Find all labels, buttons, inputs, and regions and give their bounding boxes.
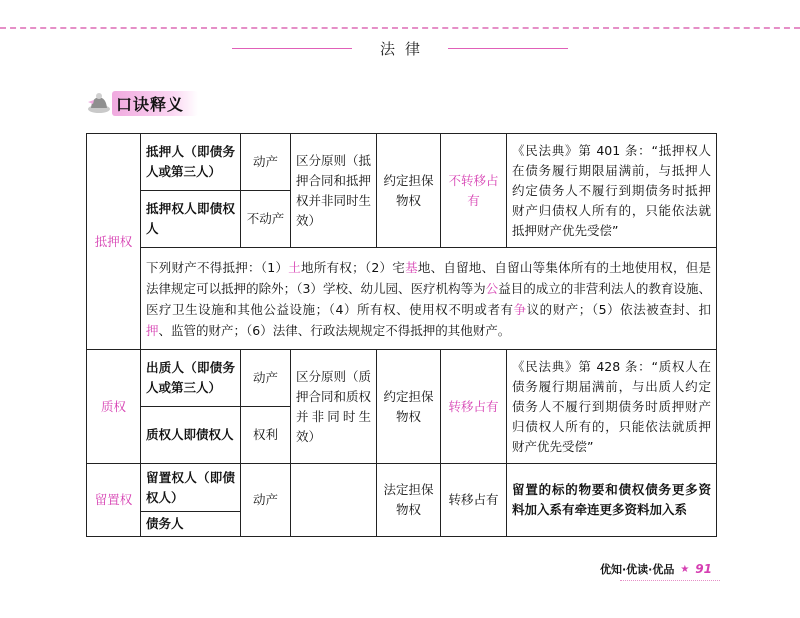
lien-principle	[291, 464, 377, 537]
mortgagee-cell: 抵押权人即债权人	[141, 191, 241, 248]
lien-holder-cell: 留置权人（即债权人）	[141, 464, 241, 512]
pledgor-cell: 出质人（即债务人或第三人）	[141, 350, 241, 407]
pledge-possession: 转移占有	[441, 350, 507, 464]
lien-article: 留置的标的物要和债权债务更多资料加入系有牵连更多资料加入系	[507, 464, 717, 537]
pledgee-cell: 质权人即债权人	[141, 407, 241, 464]
table-row	[87, 248, 717, 350]
pledge-object-movable: 动产	[241, 350, 291, 407]
security-rights-table	[86, 133, 717, 537]
pledge-type: 约定担保物权	[377, 350, 441, 464]
table-row	[87, 464, 717, 512]
pledge-article: 《民法典》第 428 条：“质权人在债务履行期届满前，与出质人约定债务人不履行到期债务时质押财产归债权人所有的，只能依法就质押财产优先受偿”	[507, 350, 717, 464]
mortgage-principle: 区分原则（抵押合同和抵押权并非同时生效）	[291, 134, 377, 248]
table-row	[87, 350, 717, 407]
category-lien: 留置权	[87, 464, 141, 537]
header-rule-left	[232, 48, 352, 49]
page-number: 91	[695, 562, 712, 576]
header-rule-right	[448, 48, 568, 49]
lien-possession: 转移占有	[441, 464, 507, 537]
lien-object: 动产	[241, 464, 291, 537]
footer-slogan: 优知·优读·优品	[599, 563, 675, 576]
page-title: 法律	[379, 39, 430, 58]
mortgage-type: 约定担保物权	[377, 134, 441, 248]
page-footer	[600, 561, 712, 577]
top-dashed-rule	[0, 27, 800, 29]
star-icon: ★	[680, 563, 690, 575]
category-mortgage: 抵押权	[87, 134, 141, 350]
section-label: 口诀释义	[112, 91, 198, 116]
mortgage-object-movable: 动产	[241, 134, 291, 191]
table-row	[87, 134, 717, 191]
page-header	[0, 38, 800, 58]
category-pledge: 质权	[87, 350, 141, 464]
mortgage-prohibited-note: 下列财产不得抵押：（1）土地所有权；（2）宅基地、自留地、自留山等集体所有的土地使用权，但是法律规定可以抵押的除外；（3）学校、幼儿园、医疗机构等为公益目的成立的非营利法人的教育设施、医疗卫生设施和其他公益设施；（4）所有权、使用权不明或者有争议的财产；（5）依法被查封、扣押、监管的财产；（6）法律、行政法规规定不得抵押的其他财产。	[141, 248, 717, 350]
pledge-object-right: 权利	[241, 407, 291, 464]
section-heading	[86, 92, 198, 114]
mortgage-possession: 不转移占有	[441, 134, 507, 248]
pledge-principle: 区分原则（质押合同和质权并非同时生效）	[291, 350, 377, 464]
lien-debtor-cell: 债务人	[141, 512, 241, 537]
mascot-icon	[86, 92, 112, 114]
mortgagor-cell: 抵押人（即债务人或第三人）	[141, 134, 241, 191]
mortgage-object-immovable: 不动产	[241, 191, 291, 248]
mortgage-article: 《民法典》第 401 条：“抵押权人在债务履行期限届满前，与抵押人约定债务人不履行到期债务时抵押财产归债权人所有的，只能依法就抵押财产优先受偿”	[507, 134, 717, 248]
bottom-dotted-rule	[620, 580, 720, 581]
lien-type: 法定担保物权	[377, 464, 441, 537]
